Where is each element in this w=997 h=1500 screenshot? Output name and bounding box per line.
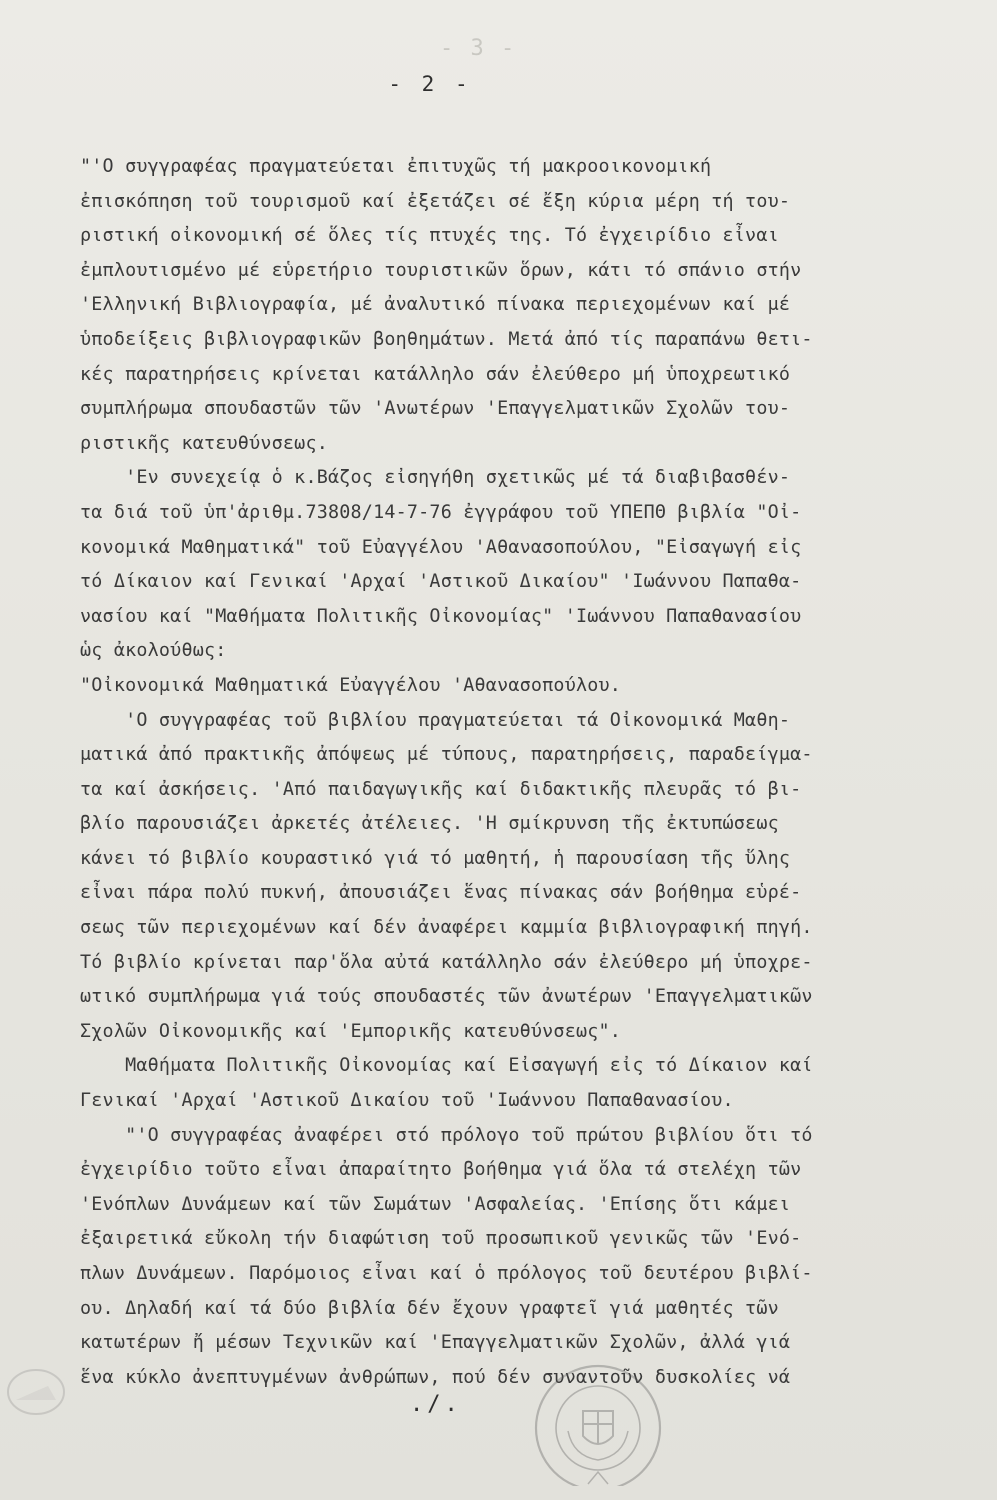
faint-stamp-left bbox=[6, 1362, 86, 1422]
text-line: 'Ενόπλων Δυνάμεων καί τῶν Σωμάτων 'Ασφαλείας. 'Επίσης ὅτι κάμει bbox=[80, 1193, 791, 1215]
text-line: 'Εν συνεχείᾳ ὁ κ.Βάζος εἰσηγήθη σχετικῶς μέ τά διαβιβασθέν- bbox=[80, 467, 791, 489]
text-line: Τό βιβλίο κρίνεται παρ'ὅλα αὐτά κατάλληλο σάν ἐλεύθερο μή ὑποχρε- bbox=[80, 951, 813, 973]
body-text bbox=[80, 150, 980, 1395]
text-line: πλων Δυνάμεων. Παρόμοιος εἶναι καί ὁ πρόλογος τοῦ δευτέρου βιβλί- bbox=[80, 1263, 813, 1284]
text-line: ματικά ἀπό πρακτικῆς ἀπόψεως μέ τύπους, παρατηρήσεις, παραδείγμα- bbox=[80, 744, 813, 766]
text-line: "Οἰκονομικά Μαθηματικά Εὐαγγέλου 'Αθανασοπούλου. bbox=[80, 674, 622, 696]
text-line: ου. Δηλαδή καί τά δύο βιβλία δέν ἔχουν γραφτεῖ γιά μαθητές τῶν bbox=[80, 1297, 779, 1319]
continuation-marker: ./. bbox=[410, 1392, 462, 1417]
text-line: ἐμπλουτισμένο μέ εὑρετήριο τουριστικῶν ὅρων, κάτι τό σπάνιο στήν bbox=[80, 259, 802, 281]
text-line: ὑποδείξεις βιβλιογραφικῶν βοηθημάτων. Μετά ἀπό τίς παραπάνω θετι- bbox=[80, 328, 813, 350]
text-line: ἐγχειρίδιο τοῦτο εἶναι ἀπαραίτητο βοήθημα γιά ὅλα τά στελέχη τῶν bbox=[80, 1159, 802, 1181]
text-line: τα διά τοῦ ὑπ'ἀριθμ.73808/14-7-76 ἐγγράφου τοῦ ΥΠΕΠΘ βιβλία "Οἰ- bbox=[80, 501, 802, 523]
bleed-through-page-number: - 3 - bbox=[440, 36, 517, 61]
text-line: βλίο παρουσιάζει ἀρκετές ἀτέλειες. 'Η σμίκρυνση τῆς ἐκτυπώσεως bbox=[80, 813, 779, 835]
text-line: κονομικά Μαθηματικά" τοῦ Εὐαγγέλου 'Αθανασοπούλου, "Εἰσαγωγή εἰς bbox=[80, 536, 802, 558]
page-number: - 2 - bbox=[388, 72, 472, 96]
text-line: "'Ο συγγραφέας ἀναφέρει στό πρόλογο τοῦ πρώτου βιβλίου ὅτι τό bbox=[80, 1124, 813, 1146]
text-line: ἐπισκόπηση τοῦ τουρισμοῦ καί ἐξετάζει σέ ἔξη κύρια μέρη τή του- bbox=[80, 190, 791, 212]
text-line: κές παρατηρήσεις κρίνεται κατάλληλο σάν ἐλεύθερο μή ὑποχρεωτικό bbox=[80, 363, 791, 385]
text-line: Μαθήματα Πολιτικῆς Οἰκονομίας καί Εἰσαγωγή εἰς τό Δίκαιον καί bbox=[80, 1055, 813, 1077]
text-line: ωτικό συμπλήρωμα γιά τούς σπουδαστές τῶν ἀνωτέρων 'Επαγγελματικῶν bbox=[80, 986, 813, 1008]
text-line: σεως τῶν περιεχομένων καί δέν ἀναφέρει καμμία βιβλιογραφική πηγή. bbox=[80, 917, 813, 939]
text-line: τα καί ἀσκήσεις. 'Από παιδαγωγικῆς καί διδακτικῆς πλευρᾶς τό βι- bbox=[80, 778, 802, 800]
text-line: ἐξαιρετικά εὔκολη τήν διαφώτιση τοῦ προσωπικοῦ γενικῶς τῶν 'Ενό- bbox=[80, 1228, 802, 1250]
text-line: εἶναι πάρα πολύ πυκνή, ἀπουσιάζει ἕνας πίνακας σάν βοήθημα εὑρέ- bbox=[80, 882, 802, 904]
text-line: Γενικαί 'Αρχαί 'Αστικοῦ Δικαίου τοῦ 'Ιωάννου Παπαθανασίου. bbox=[80, 1090, 734, 1112]
text-line: συμπλήρωμα σπουδαστῶν τῶν 'Ανωτέρων 'Επαγγελματικῶν Σχολῶν του- bbox=[80, 398, 791, 420]
text-line: τό Δίκαιον καί Γενικαί 'Αρχαί 'Αστικοῦ Δικαίου" 'Ιωάννου Παπαθα- bbox=[80, 571, 802, 593]
text-line: Σχολῶν Οἰκονομικῆς καί 'Εμπορικῆς κατευθύνσεως". bbox=[80, 1020, 622, 1042]
text-line: ὡς ἀκολούθως: bbox=[80, 640, 227, 662]
official-seal-stamp bbox=[488, 1356, 708, 1486]
text-line: κατωτέρων ἤ μέσων Τεχνικῶν καί 'Επαγγελματικῶν Σχολῶν, ἀλλά γιά bbox=[80, 1332, 791, 1354]
text-line: ἕνα κύκλο ἀνεπτυγμένων ἀνθρώπων, πού δέν συναντοῦν δυσκολίες νά bbox=[80, 1366, 791, 1388]
text-line: 'Ο συγγραφέας τοῦ βιβλίου πραγματεύεται τά Οἰκονομικά Μαθη- bbox=[80, 709, 791, 731]
text-line: ριστικῆς κατευθύνσεως. bbox=[80, 432, 328, 454]
text-line: 'Ελληνική Βιβλιογραφία, μέ ἀναλυτικό πίνακα περιεχομένων καί μέ bbox=[80, 294, 791, 316]
text-line: ριστική οἰκονομική σέ ὅλες τίς πτυχές της. Τό ἐγχειρίδιο εἶναι bbox=[80, 225, 779, 247]
text-line: "'Ο συγγραφέας πραγματεύεται ἐπιτυχῶς τή μακροοικονομική bbox=[80, 156, 712, 177]
text-line: νασίου καί "Μαθήματα Πολιτικῆς Οἰκονομίας" 'Ιωάννου Παπαθανασίου bbox=[80, 605, 802, 627]
text-line: κάνει τό βιβλίο κουραστικό γιά τό μαθητή, ἡ παρουσίαση τῆς ὕλης bbox=[80, 847, 791, 869]
